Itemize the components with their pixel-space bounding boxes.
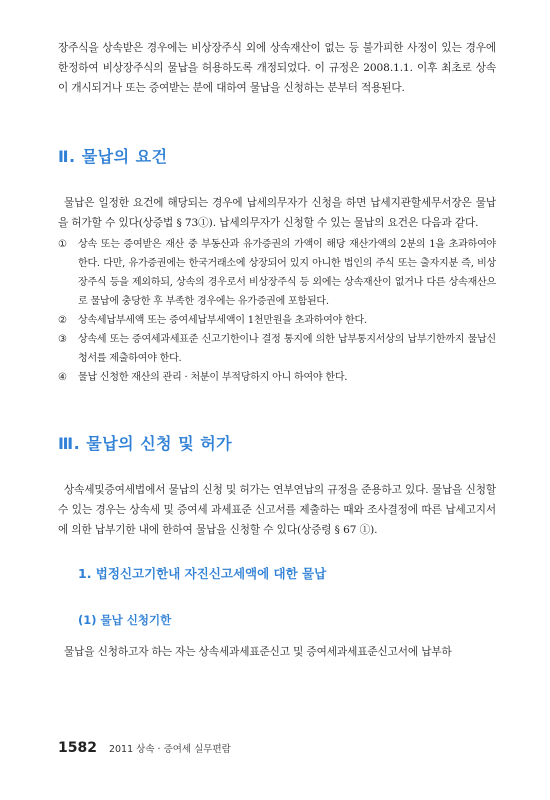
list-marker: ② [58,315,67,326]
book-title: 2011 상속 · 증여세 실무편람 [108,744,231,755]
document-body [58,38,496,662]
item-1-heading: (1) 물납 신청기한 [78,613,172,627]
list-item [58,235,496,311]
list-marker: ④ [58,372,67,383]
section-2-paragraph: 물납은 일정한 요건에 해당되는 경우에 납세의무자가 신청을 하면 납세지관할세무서장은 물납을 허가할 수 있다(상증법 § 73①). 납세의무자가 신청할 수 있는 물납의 요건은 다음과 같다. [58,197,496,229]
item-1-paragraph: 물납을 신청하고자 하는 자는 상속세과세표준신고 및 증여세과세표준신고서에 납부하 [64,646,452,658]
list-marker: ① [58,239,67,250]
list-item [58,330,496,368]
intro-paragraph: 장주식을 상속받은 경우에는 비상장주식 외에 상속재산이 없는 등 불가피한 사정이 있는 경우에 한정하여 비상장주식의 물납을 허용하도록 개정되었다. 이 규정은 2008.1.1. 이후 최초로 상속이 개시되거나 또는 증여받는 분에 대하여 물납을 신청하는 분부터 적용된다. [58,42,496,94]
list-item-text: 상속세납부세액 또는 증여세납부세액이 1천만원을 초과하여야 한다. [78,315,367,326]
page-number: 1582 [58,740,97,756]
list-item [58,368,496,387]
subsection-1-heading: 1. 법정신고기한내 자진신고세액에 대한 물납 [78,566,327,581]
list-item [58,311,496,330]
section-2-heading: Ⅱ. 물납의 요건 [58,147,168,166]
list-item-text: 상속 또는 증여받은 재산 중 부동산과 유가증권의 가액이 해당 재산가액의 2분의 1을 초과하여야 한다. 다만, 유가증권에는 한국거래소에 상장되어 있지 아니한 법인의 주식 또는 출자지분 즉, 비상장주식 등을 제외하되, 상속의 경우로서 비상장주식 등 외에는 상속재산이 없거나 다른 상속재산으로 물납에 충당한 후 부족한 경우에는 유가증권에 포함된다. [78,239,496,307]
section-3-paragraph: 상속세및증여세법에서 물납의 신청 및 허가는 연부연납의 규정을 준용하고 있다. 물납을 신청할 수 있는 경우는 상속세 및 증여세 과세표준 신고서를 제출하는 때와 조사결정에 따른 납세고지서에 의한 납부기한 내에 한하여 물납을 신청할 수 있다(상증령 § 67 ①). [58,484,496,536]
list-marker: ③ [58,334,67,345]
section-3-heading: Ⅲ. 물납의 신청 및 허가 [58,434,233,453]
requirements-list [58,235,496,387]
list-item-text: 물납 신청한 재산의 관리 · 처분이 부적당하지 아니 하여야 한다. [78,372,348,383]
list-item-text: 상속세 또는 증여세과세표준 신고기한이나 결정 통지에 의한 납부통지서상의 납부기한까지 물납신청서를 제출하여야 한다. [78,334,496,364]
page-footer [58,740,231,756]
